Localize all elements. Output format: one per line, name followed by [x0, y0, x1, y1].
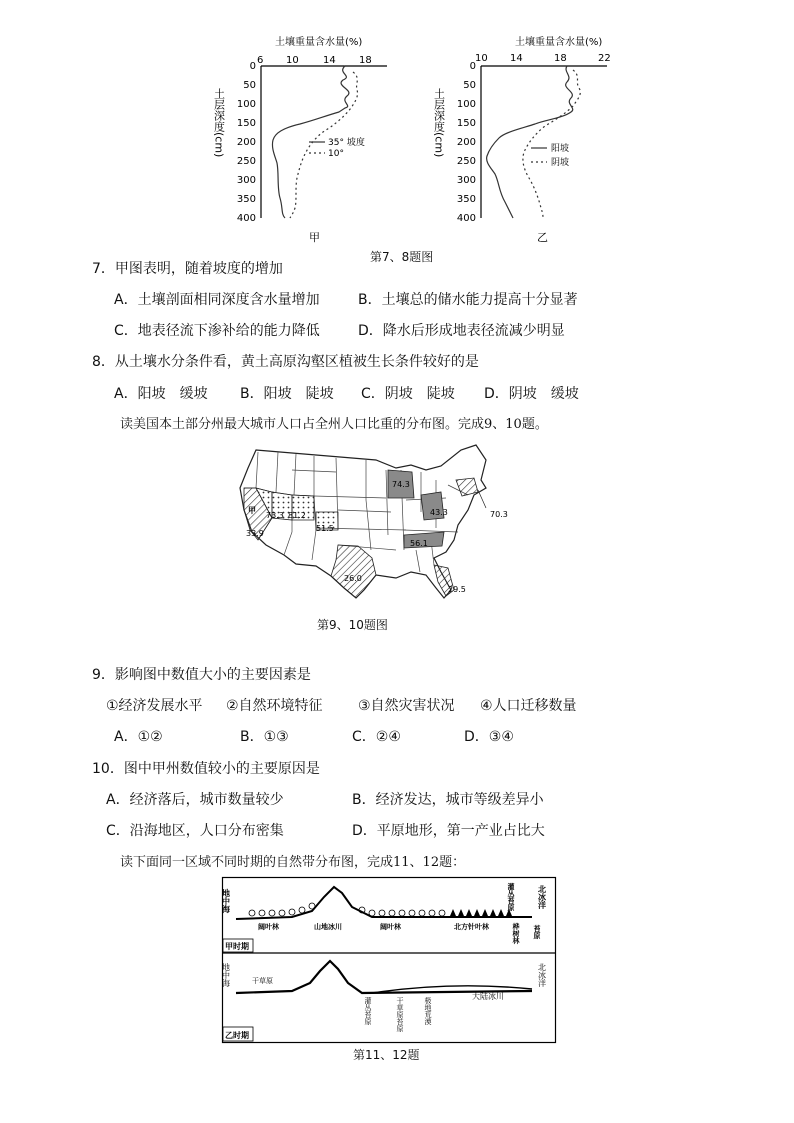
- bottom-label-shrub-tundra: 灌丛苔原: [364, 997, 372, 1025]
- legend-shady: 阴坡: [551, 158, 570, 168]
- chart-jia-title: 土壤重量含水量(%): [275, 37, 363, 48]
- q7-option-c: C．地表径流下渗补给的能力降低: [114, 323, 320, 339]
- y-tick: 200: [236, 137, 256, 148]
- period-yi-label: 乙时期: [225, 1031, 249, 1040]
- jia-y-ticks: [237, 61, 256, 224]
- intro-9-10: 读美国本土部分州最大城市人口占全州人口比重的分布图。完成9、10题。: [120, 417, 548, 432]
- value-tennessee: 56.1: [410, 539, 428, 548]
- q8-option-c: C．阴坡 陡坡: [361, 386, 455, 402]
- period-jia-label: 甲时期: [225, 942, 249, 951]
- top-label-birch: 桦树林: [512, 923, 520, 944]
- question-10-stem: 10．图中甲州数值较小的主要原因是: [92, 761, 320, 777]
- x-tick: 6: [257, 55, 264, 66]
- value-nevada: 73.3: [266, 511, 284, 520]
- top-label-shrub-tundra: 灌丛苔原: [507, 883, 515, 911]
- panel-label-jia: 甲: [309, 231, 320, 244]
- y-tick: 100: [236, 99, 256, 110]
- y-tick: 0: [249, 61, 256, 72]
- top-left-sea: 地中海: [221, 889, 231, 913]
- us-state-map: [236, 440, 506, 605]
- y-tick: 150: [456, 118, 476, 129]
- chart-yi-ylabel: 土层深度(cm): [432, 88, 446, 158]
- top-right-sea: 北冰洋: [537, 885, 547, 909]
- y-tick: 400: [236, 213, 256, 224]
- value-illinois: 74.3: [392, 480, 410, 489]
- soil-moisture-figure: [205, 28, 625, 250]
- y-tick: 300: [236, 175, 256, 186]
- q9-factor-3: ③自然灾害状况: [358, 698, 455, 714]
- x-tick: 14: [323, 55, 336, 66]
- x-tick: 18: [359, 55, 372, 66]
- value-ohio: 43.3: [430, 508, 448, 517]
- figure-caption-1112: 第11、12题: [353, 1048, 420, 1062]
- q8-option-b: B．阳坡 陡坡: [240, 386, 334, 402]
- q7-option-b: B．土壤总的储水能力提高十分显著: [358, 292, 578, 308]
- natural-zones-figure: [222, 877, 556, 1043]
- q8-option-d: D．阴坡 缓坡: [484, 386, 579, 402]
- q9-option-b: B．①③: [240, 729, 289, 745]
- y-tick: 100: [456, 99, 476, 110]
- x-tick: 10: [286, 55, 299, 66]
- q9-factor-2: ②自然环境特征: [226, 698, 323, 714]
- y-tick: 0: [469, 61, 476, 72]
- top-label-boreal-conifer: 北方针叶林: [454, 923, 489, 931]
- value-new-york: 70.3: [490, 510, 508, 519]
- top-label-tundra: 苔原: [533, 925, 541, 939]
- chart-jia-ylabel: 土层深度(cm): [212, 88, 226, 158]
- x-tick: 18: [554, 53, 567, 64]
- q10-option-b: B．经济发达，城市等级差异小: [352, 792, 544, 808]
- label-jia: 甲: [248, 506, 256, 515]
- top-label-mountain-glacier: 山地冰川: [314, 923, 342, 931]
- figure-caption-910: 第9、10题图: [317, 618, 388, 632]
- bottom-label-polar-desert: 极地荒漠: [424, 997, 432, 1025]
- panel-label-yi: 乙: [537, 231, 548, 244]
- jia-legend: [309, 136, 365, 159]
- yi-x-ticks: [475, 53, 611, 64]
- x-tick: 14: [510, 53, 523, 64]
- question-9-stem: 9．影响图中数值大小的主要因素是: [92, 667, 311, 683]
- legend-10: 10°: [328, 149, 344, 159]
- top-label-broadleaf-1: 阔叶林: [258, 923, 279, 931]
- yi-legend: [531, 142, 569, 168]
- q9-option-a: A．①②: [114, 729, 163, 745]
- y-tick: 250: [456, 156, 476, 167]
- chart-yi-title: 土壤重量含水量(%): [515, 37, 603, 48]
- y-tick: 300: [456, 175, 476, 186]
- q9-option-d: D．③④: [464, 729, 514, 745]
- legend-sunny: 阳坡: [551, 144, 570, 154]
- value-florida: 29.5: [448, 585, 466, 594]
- bottom-left-sea: 地中海: [221, 963, 231, 987]
- figure-caption-78: 第7、8题图: [370, 250, 434, 264]
- y-tick: 250: [236, 156, 256, 167]
- q10-option-d: D．平原地形，第一产业占比大: [352, 823, 545, 839]
- bottom-label-steppe-tundra: 干草原苔原: [396, 997, 404, 1032]
- y-tick: 350: [236, 194, 256, 205]
- y-tick: 200: [456, 137, 476, 148]
- bottom-right-sea: 北冰洋: [537, 963, 547, 987]
- q10-option-a: A．经济落后，城市数量较少: [106, 792, 284, 808]
- y-tick: 50: [243, 80, 256, 91]
- q9-factor-1: ①经济发展水平: [106, 698, 203, 714]
- value-texas: 26.0: [344, 574, 362, 583]
- q10-option-c: C．沿海地区，人口分布密集: [106, 823, 284, 839]
- x-tick: 10: [475, 53, 488, 64]
- y-tick: 350: [456, 194, 476, 205]
- yi-y-ticks: [457, 61, 476, 224]
- jia-x-ticks: [257, 55, 372, 66]
- legend-35: 35° 坡度: [328, 138, 365, 148]
- value-california: 33.9: [246, 529, 264, 538]
- intro-11-12: 读下面同一区域不同时期的自然带分布图，完成11、12题：: [120, 855, 466, 870]
- y-tick: 50: [463, 80, 476, 91]
- y-tick: 150: [236, 118, 256, 129]
- question-7-stem: 7．甲图表明，随着坡度的增加: [92, 261, 283, 277]
- question-8-stem: 8．从土壤水分条件看，黄土高原沟壑区植被生长条件较好的是: [92, 354, 479, 370]
- bottom-label-steppe: 干草原: [252, 977, 273, 985]
- chart-yi: [433, 35, 611, 244]
- top-label-broadleaf-2: 阔叶林: [380, 923, 401, 931]
- value-utah: 81.2: [288, 511, 306, 520]
- q8-option-a: A．阳坡 缓坡: [114, 386, 208, 402]
- x-tick: 22: [598, 53, 611, 64]
- y-tick: 400: [456, 213, 476, 224]
- chart-jia: [213, 35, 388, 244]
- value-colorado: 51.5: [316, 524, 334, 533]
- bottom-label-continental-ice: 大陆冰川: [472, 992, 504, 1001]
- q9-option-c: C．②④: [352, 729, 401, 745]
- q7-option-d: D．降水后形成地表径流减少明显: [358, 323, 565, 339]
- q9-factor-4: ④人口迁移数量: [480, 698, 577, 714]
- q7-option-a: A．土壤剖面相同深度含水量增加: [114, 292, 320, 308]
